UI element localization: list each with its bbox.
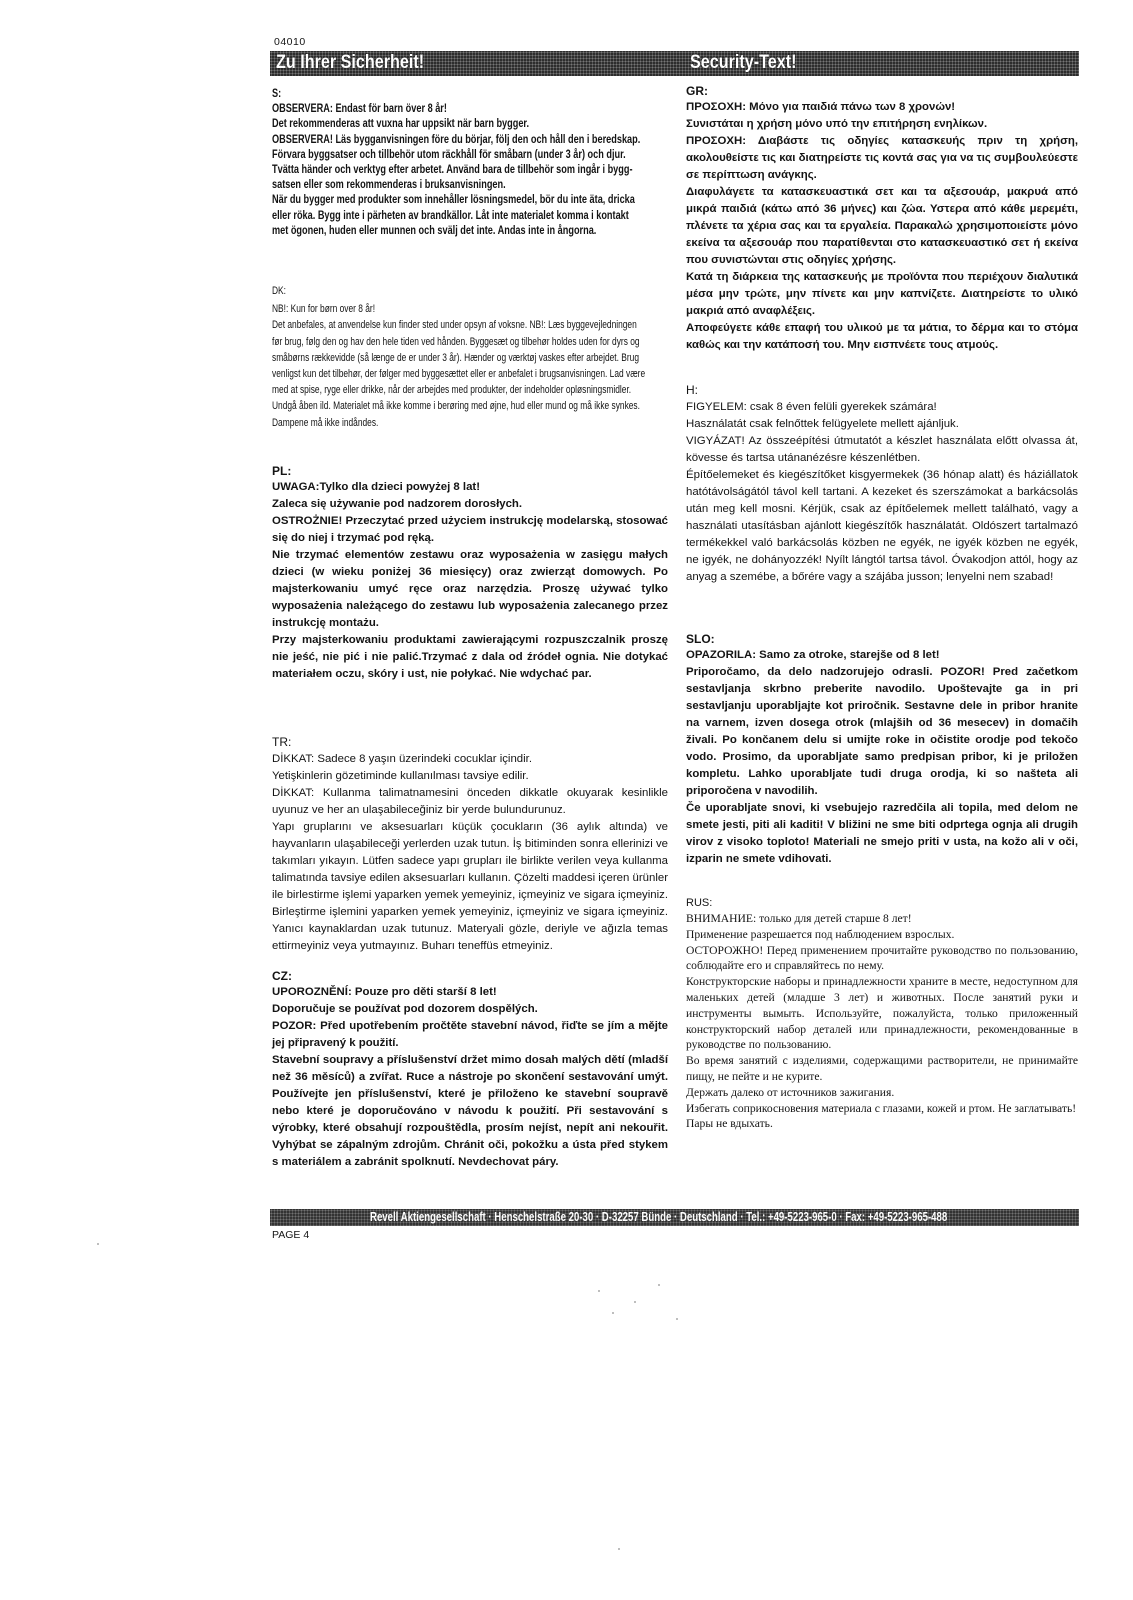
text-line: Tvätta händer och verktyg efter arbetet. Använd bara de tillbehör som ingår i bygg- xyxy=(272,163,633,177)
section-czech xyxy=(272,969,668,1171)
section-polish xyxy=(272,464,668,683)
scan-speckle xyxy=(634,1301,636,1303)
section-danish xyxy=(272,283,668,431)
scan-speckle xyxy=(97,1243,99,1245)
text-line: eller röka. Bygg inte i pärheten av brandkällor. Låt inte materialet komma i kontakt xyxy=(272,208,629,222)
text-line: Yapı gruplarını ve aksesuarları küçük çocukların (36 aylık altında) ve hayvanların ulaşabileceği yerlerden uzak tutun. İş bitiminden sonra ellerinizi ve takımları yıkayın. Lütfen sadece yapı grupları ile birlikte verilen veya kullanma talimatında tavsiye edilen aksesuarları kullanın. Çözelti maddesi içeren ürünler ile birlestirme işlemi yaparken yemek yemeyiniz, içmeyiniz ve sigara içmeyiniz. Birleştirme işlemini yaparken yemek yemeyiniz, içmeyiniz ve sigara içmeyiniz. Yanıcı kaynaklardan uzak tutunuz. Materyali gözle, deriyle ve ağızla temas ettirmeyiniz veya yutmayınız. Buharı teneffüs etmeyiniz. xyxy=(272,821,668,952)
section-label: H: xyxy=(686,383,698,397)
text-line: När du bygger med produkter som innehåller lösningsmedel, bör du inte äta, dricka xyxy=(272,193,635,207)
text-line: UPOROZNĚNÍ: Pouze pro děti starší 8 let! xyxy=(272,986,497,998)
text-line: DİKKAT: Sadece 8 yaşın üzerindeki cocuklar içindir. xyxy=(272,753,532,765)
text-line: Če uporabljate snovi, ki vsebujejo razredčila ali topila, med delom ne smete jesti, piti ali kaditi! V bližini ne sme biti odprtega ognja ali drugih virov z visoko toploto! Materiali ne smejo priti v usta, na kožo ali v oči, izparin ne smete vdihovati. xyxy=(686,802,1078,865)
text-line: Dampene må ikke indåndes. xyxy=(272,416,379,429)
section-turkish xyxy=(272,735,668,955)
section-label: CZ: xyxy=(272,969,292,983)
section-label: PL: xyxy=(272,464,292,478)
text-line: FIGYELEM: csak 8 éven felüli gyerekek számára! xyxy=(686,401,937,413)
header-title-right: Security-Text! xyxy=(690,52,797,73)
section-slovenian xyxy=(686,632,1078,868)
text-line: UWAGA:Tylko dla dzieci powyżej 8 lat! xyxy=(272,481,481,493)
text-line: satsen eller som rekommenderas i bruksanvisningen. xyxy=(272,178,506,192)
text-line: VIGYÁZAT! Az összeépítési útmutatót a készlet használata előtt olvassa át, kövesse és tartsa utánanézésre készenlétben. xyxy=(686,435,1078,464)
text-line: ВНИМАНИЕ: только для детей старше 8 лет! xyxy=(686,912,912,925)
scan-speckle xyxy=(618,1548,620,1550)
company-address: Revell Aktiengesellschaft · Henschelstraße 20-30 · D-32257 Bünde · Deutschland · Tel.: +49-5223-965-0 · Fax: +49-5223-965-488 xyxy=(370,1210,948,1224)
text-line: DİKKAT: Kullanma talimatnamesini önceden dikkatle okuyarak kesinlikle uyunuz ve her an ulaşabileceğiniz bir yerde bulundurunuz. xyxy=(272,787,668,816)
text-line: ΠΡΟΣΟΧΗ: Διαβάστε τις οδηγίες κατασκευής πριν τη χρήση, ακολουθείστε τις και διατηρείστε τις κοντά σας για να τις συμβουλεύεστε σε περίπτωση ανάγκης. xyxy=(686,135,1078,181)
text-line: OBSERVERA! Läs bygganvisningen före du börjar, följ den och håll den i beredskap. xyxy=(272,132,641,146)
text-line: Priporočamo, da delo nadzorujejo odrasli. POZOR! Pred začetkom sestavljanja skrbno preberite navodilo. Upoštevajte ga in pri sestavljanju uporabljajte kot priročnik. Sestavne dele in pribor hranite na varnem, izven dosega otrok (mlajših od 36 mesecev) in domačih živali. Po končanem delu si umijte roke in očistite orodje pod tekočo vodo. Prosimo, da uporabljate samo predpisan pribor, ki je priložen kompletu. Lahko uporabljate tudi druga orodja, ki so našteta ali priporočena v navodilih. xyxy=(686,666,1078,797)
text-line: Przy majsterkowaniu produktami zawierającymi rozpuszczalnik proszę nie jeść, nie pić i nie palić.Trzymać z dala od źródeł ognia. Nie dotykać materiałem oczu, skóry i ust, nie połykać. Nie wdychać par. xyxy=(272,634,668,680)
section-body xyxy=(272,984,668,1171)
document-code: 04010 xyxy=(274,36,306,48)
section-greek xyxy=(686,84,1078,354)
text-line: småbørns rækkevidde (så længe de er under 3 år). Hænder og værktøj vaskes efter arbejdet. Brug xyxy=(272,351,640,364)
scan-speckle xyxy=(598,1290,600,1292)
section-label: GR: xyxy=(686,84,708,98)
section-label: RUS: xyxy=(686,897,713,909)
section-body xyxy=(686,99,1078,354)
text-line: OSTROŻNIE! Przeczytać przed użyciem instrukcję modelarską, stosować się do niej i trzymać pod ręką. xyxy=(272,515,668,544)
section-body xyxy=(686,911,1078,1132)
section-body xyxy=(272,101,667,238)
text-line: Det anbefales, at anvendelse kun finder sted under opsyn af voksne. NB!: Læs byggevejledningen xyxy=(272,319,637,332)
text-line: før brug, følg den og hav den hele tiden ved hånden. Byggesæt og tilbehør holdes uden for dyrs og xyxy=(272,335,640,348)
section-body xyxy=(272,751,668,955)
text-line: Пары не вдыхать. xyxy=(686,1117,773,1131)
text-line: POZOR: Před upotřebením pročtěte stavební návod, řiďte se jím a mějte jej připravený k použití. xyxy=(272,1020,668,1049)
text-line: Держать далеко от источников зажигания. xyxy=(686,1085,895,1099)
text-line: Αποφεύγετε κάθε επαφή του υλικού με τα μάτια, το δέρμα και το στόμα καθώς και την κατάποσή του. Μην εισπνέετε τους ατμούς. xyxy=(686,322,1078,351)
scan-speckle xyxy=(612,1312,614,1314)
text-line: ΠΡΟΣΟΧΗ: Μόνο για παιδιά πάνω των 8 χρονών! xyxy=(686,101,956,113)
scan-speckle xyxy=(676,1318,678,1320)
text-line: Nie trzymać elementów zestawu oraz wyposażenia w zasięgu małych dzieci (w wieku poniżej 36 miesięcy) oraz zwierząt domowych. Po majsterkowaniu umyć ręce oraz narzędzia. Proszę używać tylko wyposażenia należącego do zestawu lub wyposażenia zalecanego przez instrukcję montażu. xyxy=(272,549,668,629)
section-russian xyxy=(686,897,1078,1132)
text-line: Doporučuje se používat pod dozorem dospělých. xyxy=(272,1003,538,1015)
section-swedish xyxy=(272,86,668,238)
page-number: PAGE 4 xyxy=(272,1229,310,1241)
text-line: Undgå åben ild. Materialet må ikke komme i berøring med øjne, hud eller mund og må ikke synkes. xyxy=(272,400,640,413)
text-line: Κατά τη διάρκεια της κατασκευής με προϊόντα που περιέχουν διαλυτικά μέσα μην τρώτε, μην πίνετε και μην καπνίζετε. Διατηρείστε το υλικό μακριά από αναφλέξεις. xyxy=(686,271,1078,317)
text-line: OBSERVERA: Endast för barn över 8 år! xyxy=(272,102,447,116)
header-bar xyxy=(270,51,1079,76)
text-line: Во время занятий с изделиями, содержащими растворители, не принимайте пищу, не пейте и не курите. xyxy=(686,1054,1078,1083)
text-line: Применение разрешается под наблюдением взрослых. xyxy=(686,927,955,941)
scan-speckle xyxy=(658,1284,660,1286)
text-line: Förvara byggsatser och tillbehör utom räckhåll för småbarn (under 3 år) och djur. xyxy=(272,147,626,161)
section-body xyxy=(686,647,1078,868)
text-line: venligst kun det tilbehør, der følger med byggesættet eller er anbefalet i brugsanvisningen. Lad være xyxy=(272,368,646,381)
text-line: ОСТОРОЖНО! Перед применением прочитайте руководство по пользованию, соблюдайте его и справляйтесь по нему. xyxy=(686,943,1078,973)
text-line: Stavební soupravy a příslušenství držet mimo dosah malých dětí (mladší než 36 měsíců) a zvířat. Ruce a nástroje po skončení sestavování umýt. Používejte jen příslušenství, které je přiloženo ke stavební soupravě nebo které je doporučováno v návodu k použití. Při sestavování s výrobky, které obsahují rozpouštědla, prosím nejíst, nepít ani nekouřit. Vyhýbat se zápalným zdrojům. Chránit oči, pokožku a ústa před stykem s materiálem a zabránit spolknutí. Nevdechovat páry. xyxy=(272,1054,668,1168)
text-line: Yetişkinlerin gözetiminde kullanılması tavsiye edilir. xyxy=(272,770,529,782)
text-line: OPAZORILA: Samo za otroke, starejše od 8 let! xyxy=(686,649,940,661)
text-line: Конструкторские наборы и принадлежности храните в месте, недоступном для маленьких детей (младше 3 лет) и животных. После занятий руки и инструменты вымыть. Используйте, пожалуйста, только приложенный конструкторский набор деталей или принадлежности, рекомендованные в руководстве по пользованию. xyxy=(686,975,1078,1052)
text-line: med at spise, ryge eller drikke, når der arbejdes med produkter, der indeholder opløsningsmidler. xyxy=(272,384,632,397)
section-label: S: xyxy=(272,87,282,100)
section-label: DK: xyxy=(272,285,286,297)
section-body xyxy=(686,399,1078,586)
text-line: Építőelemeket és kiegészítőket kisgyermekek (36 hónap alatt) és háziállatok hatótávolságától távol kell tartani. A kezeket és szerszámokat a barkácsolás után meg kell mosni. Kérjük, csak az építőelemek mellett található, vagy a használati utasításban ajánlott kiegészítők használatát. Oldószert tartalmazó termékekkel való barkácsolás közben ne egyék, ne igyék közben ne egyék, ne igyék, ne dohányozzék! Nyílt lángtól tartsa távol. Óvakodjon attól, hogy az anyag a szemébe, a bőrére vagy a szájába jusson; lenyelni nem szabad! xyxy=(686,469,1078,583)
text-line: Избегать соприкосновения материала с глазами, кожей и ртом. Не заглатывать! xyxy=(686,1101,1077,1115)
section-body xyxy=(272,301,668,431)
text-line: Συνιστάται η χρήση μόνο υπό την επιτήρηση ενηλίκων. xyxy=(686,118,988,130)
section-label: SLO: xyxy=(686,632,715,646)
header-title-left: Zu Ihrer Sicherheit! xyxy=(276,52,425,73)
text-line: Det rekommenderas att vuxna har uppsikt när barn bygger. xyxy=(272,117,530,131)
text-line: Zaleca się używanie pod nadzorem dorosłych. xyxy=(272,498,523,510)
text-line: Használatát csak felnőttek felügyelete mellett ajánljuk. xyxy=(686,418,959,430)
text-line: met ögonen, huden eller munnen och svälj det inte. Andas inte in ångorna. xyxy=(272,223,597,237)
footer-bar xyxy=(270,1209,1079,1226)
section-hungarian xyxy=(686,383,1078,586)
text-line: Διαφυλάγετε τα κατασκευαστικά σετ και τα αξεσουάρ, μακρυά από μικρά παιδιά (κάτω από 36 μήνες) και ζώα. Υστερα από κάθε μερεμέτι, πλένετε τα χέρια σας και τα εργαλεία. Παρακαλώ χρησιμοποιείστε μόνο εκείνα τα αξεσουάρ που παρατίθενται στο κατασκευαστικό σετ ή εκείνα που συνιστώνται στις οδηγίες χρήσης. xyxy=(686,186,1078,266)
section-label: TR: xyxy=(272,735,292,749)
section-body xyxy=(272,479,668,683)
text-line: NB!: Kun for børn over 8 år! xyxy=(272,303,376,316)
